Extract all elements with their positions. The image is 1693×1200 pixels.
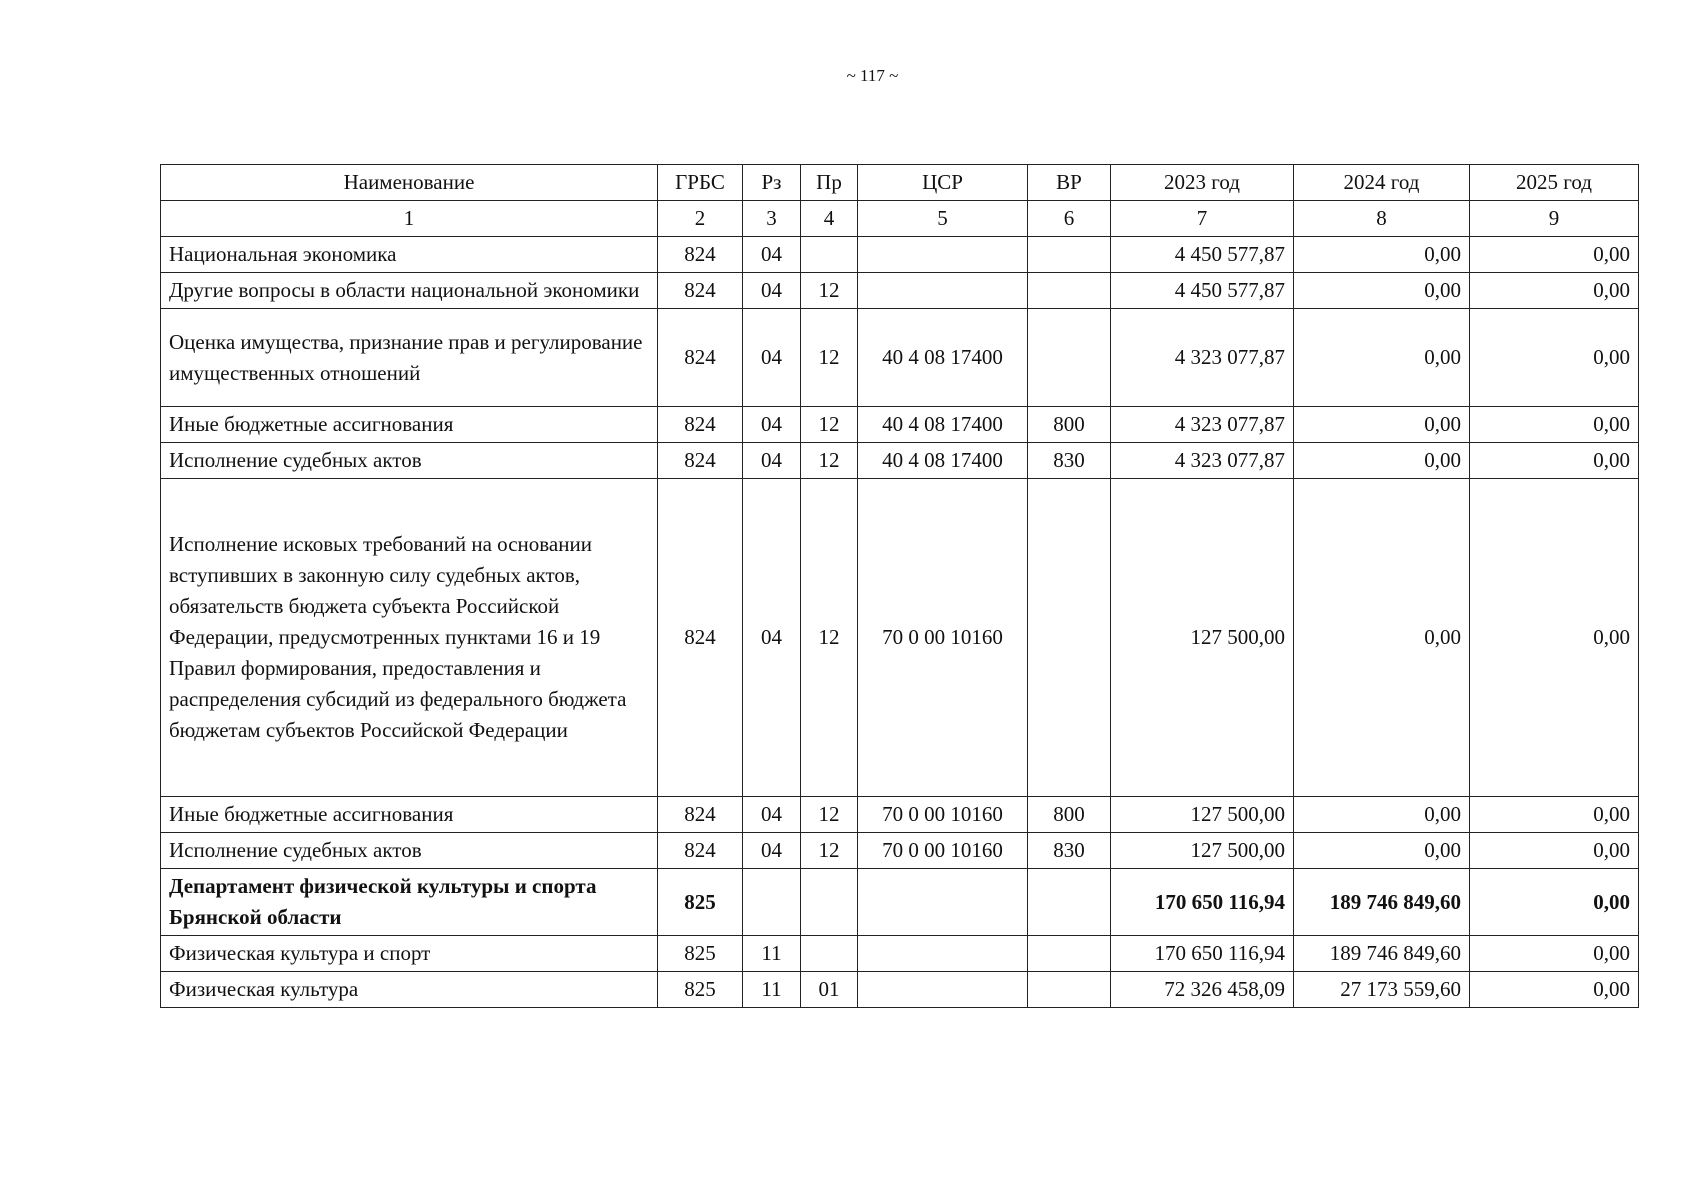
row-2023: 127 500,00 — [1111, 797, 1294, 833]
row-name: Исполнение судебных актов — [161, 443, 658, 479]
row-2025: 0,00 — [1470, 479, 1639, 797]
row-vr — [1028, 273, 1111, 309]
row-2024: 0,00 — [1294, 443, 1470, 479]
row-csr: 70 0 00 10160 — [858, 833, 1028, 869]
row-2024: 0,00 — [1294, 407, 1470, 443]
row-pr: 12 — [801, 479, 858, 797]
header-2024: 2024 год — [1294, 165, 1470, 201]
row-2024: 0,00 — [1294, 273, 1470, 309]
row-2025: 0,00 — [1470, 869, 1639, 936]
row-name: Физическая культура и спорт — [161, 936, 658, 972]
row-name: Другие вопросы в области национальной экономики — [161, 273, 658, 309]
column-number: 5 — [858, 201, 1028, 237]
row-2024: 0,00 — [1294, 797, 1470, 833]
row-2023: 127 500,00 — [1111, 833, 1294, 869]
row-csr — [858, 869, 1028, 936]
table-row — [161, 797, 1639, 833]
table-row — [161, 407, 1639, 443]
row-pr: 12 — [801, 309, 858, 407]
row-2025: 0,00 — [1470, 407, 1639, 443]
column-number: 6 — [1028, 201, 1111, 237]
header-grbs: ГРБС — [658, 165, 743, 201]
row-name: Иные бюджетные ассигнования — [161, 797, 658, 833]
row-grbs: 825 — [658, 936, 743, 972]
row-pr: 01 — [801, 972, 858, 1008]
row-csr — [858, 273, 1028, 309]
table-row — [161, 972, 1639, 1008]
column-number: 2 — [658, 201, 743, 237]
row-csr: 70 0 00 10160 — [858, 479, 1028, 797]
table-row — [161, 443, 1639, 479]
row-csr: 40 4 08 17400 — [858, 407, 1028, 443]
row-rz: 11 — [743, 972, 801, 1008]
row-2023: 170 650 116,94 — [1111, 936, 1294, 972]
row-pr — [801, 237, 858, 273]
row-grbs: 824 — [658, 237, 743, 273]
row-2023: 4 323 077,87 — [1111, 407, 1294, 443]
row-pr: 12 — [801, 833, 858, 869]
row-name: Национальная экономика — [161, 237, 658, 273]
row-rz: 11 — [743, 936, 801, 972]
row-2023: 4 323 077,87 — [1111, 443, 1294, 479]
table-row — [161, 273, 1639, 309]
row-grbs: 824 — [658, 479, 743, 797]
row-2025: 0,00 — [1470, 936, 1639, 972]
row-2025: 0,00 — [1470, 972, 1639, 1008]
row-vr: 800 — [1028, 797, 1111, 833]
row-name: Исполнение судебных актов — [161, 833, 658, 869]
row-rz — [743, 869, 801, 936]
row-2024: 0,00 — [1294, 309, 1470, 407]
row-2023: 127 500,00 — [1111, 479, 1294, 797]
row-pr — [801, 869, 858, 936]
header-2023: 2023 год — [1111, 165, 1294, 201]
row-vr — [1028, 936, 1111, 972]
row-name: Иные бюджетные ассигнования — [161, 407, 658, 443]
row-grbs: 824 — [658, 833, 743, 869]
header-2025: 2025 год — [1470, 165, 1639, 201]
column-number: 1 — [161, 201, 658, 237]
row-2025: 0,00 — [1470, 443, 1639, 479]
row-2025: 0,00 — [1470, 273, 1639, 309]
header-rz: Рз — [743, 165, 801, 201]
row-rz: 04 — [743, 443, 801, 479]
table-row — [161, 479, 1639, 797]
row-grbs: 824 — [658, 443, 743, 479]
header-vr: ВР — [1028, 165, 1111, 201]
row-rz: 04 — [743, 237, 801, 273]
row-pr: 12 — [801, 797, 858, 833]
column-number: 4 — [801, 201, 858, 237]
row-csr: 40 4 08 17400 — [858, 443, 1028, 479]
row-2024: 0,00 — [1294, 479, 1470, 797]
row-pr — [801, 936, 858, 972]
row-2024: 189 746 849,60 — [1294, 869, 1470, 936]
row-2023: 4 323 077,87 — [1111, 309, 1294, 407]
row-grbs: 824 — [658, 309, 743, 407]
row-2025: 0,00 — [1470, 237, 1639, 273]
header-name: Наименование — [161, 165, 658, 201]
column-number: 8 — [1294, 201, 1470, 237]
row-rz: 04 — [743, 273, 801, 309]
row-csr — [858, 972, 1028, 1008]
row-2024: 0,00 — [1294, 833, 1470, 869]
row-name: Департамент физической культуры и спорта Брянской области — [161, 869, 658, 936]
row-grbs: 825 — [658, 972, 743, 1008]
row-name: Оценка имущества, признание прав и регулирование имущественных отношений — [161, 309, 658, 407]
row-vr: 830 — [1028, 443, 1111, 479]
row-vr — [1028, 479, 1111, 797]
row-name: Исполнение исковых требований на основании вступивших в законную силу судебных актов, обязательств бюджета субъекта Российской Федерации, предусмотренных пунктами 16 и 19 Правил формирования, предоставления и распределения субсидий из федерального бюджета бюджетам субъектов Российской Федерации — [161, 479, 658, 797]
row-2025: 0,00 — [1470, 309, 1639, 407]
row-rz: 04 — [743, 479, 801, 797]
row-vr — [1028, 309, 1111, 407]
column-number-row — [161, 201, 1639, 237]
row-rz: 04 — [743, 407, 801, 443]
row-vr — [1028, 972, 1111, 1008]
column-number: 9 — [1470, 201, 1639, 237]
budget-table — [160, 164, 1639, 1008]
row-vr: 830 — [1028, 833, 1111, 869]
row-2023: 4 450 577,87 — [1111, 273, 1294, 309]
row-2023: 72 326 458,09 — [1111, 972, 1294, 1008]
table-row — [161, 237, 1639, 273]
row-vr — [1028, 869, 1111, 936]
row-rz: 04 — [743, 833, 801, 869]
row-grbs: 824 — [658, 797, 743, 833]
row-2024: 0,00 — [1294, 237, 1470, 273]
row-csr — [858, 936, 1028, 972]
row-grbs: 824 — [658, 273, 743, 309]
row-pr: 12 — [801, 443, 858, 479]
page-number: ~ 117 ~ — [846, 66, 899, 85]
row-grbs: 824 — [658, 407, 743, 443]
row-csr: 40 4 08 17400 — [858, 309, 1028, 407]
table-row — [161, 833, 1639, 869]
header-csr: ЦСР — [858, 165, 1028, 201]
row-pr: 12 — [801, 273, 858, 309]
header-pr: Пр — [801, 165, 858, 201]
row-2023: 4 450 577,87 — [1111, 237, 1294, 273]
row-2025: 0,00 — [1470, 833, 1639, 869]
row-rz: 04 — [743, 797, 801, 833]
row-grbs: 825 — [658, 869, 743, 936]
row-name: Физическая культура — [161, 972, 658, 1008]
row-csr: 70 0 00 10160 — [858, 797, 1028, 833]
column-number: 7 — [1111, 201, 1294, 237]
row-2025: 0,00 — [1470, 797, 1639, 833]
column-number: 3 — [743, 201, 801, 237]
row-rz: 04 — [743, 309, 801, 407]
table-row-department — [161, 869, 1639, 936]
row-vr: 800 — [1028, 407, 1111, 443]
row-vr — [1028, 237, 1111, 273]
table-row — [161, 936, 1639, 972]
row-pr: 12 — [801, 407, 858, 443]
row-csr — [858, 237, 1028, 273]
row-2024: 27 173 559,60 — [1294, 972, 1470, 1008]
row-2024: 189 746 849,60 — [1294, 936, 1470, 972]
table-row — [161, 309, 1639, 407]
row-2023: 170 650 116,94 — [1111, 869, 1294, 936]
header-row — [161, 165, 1639, 201]
